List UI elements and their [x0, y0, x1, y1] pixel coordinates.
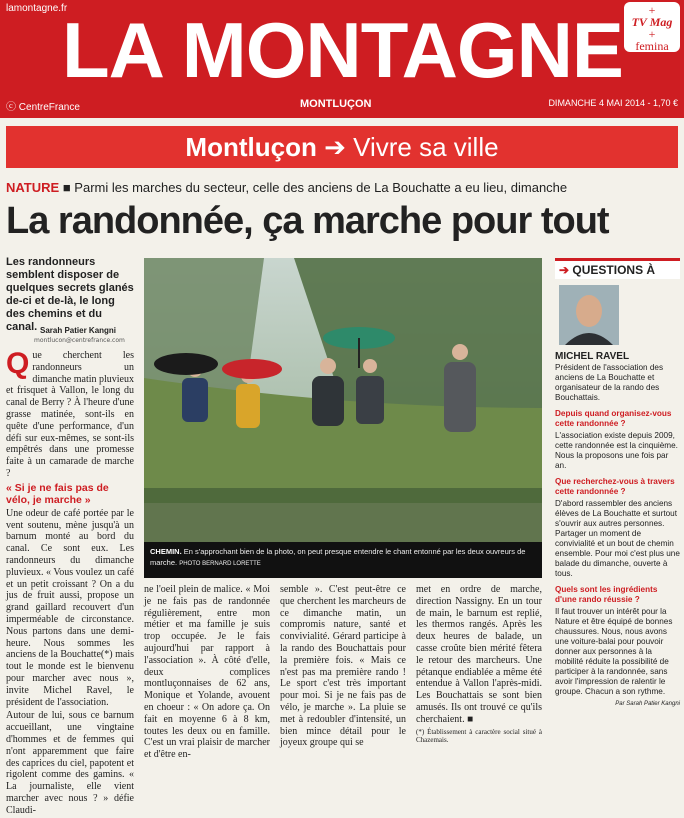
kicker	[6, 180, 567, 195]
kicker-label: NATURE	[6, 180, 60, 195]
question-2: Que recherchez-vous à travers cette randonnée ?	[555, 477, 675, 496]
banner-arrow-icon: ➔	[324, 132, 346, 162]
edition-city: MONTLUÇON	[300, 98, 372, 110]
article-photo	[144, 258, 542, 578]
col1-subhead: « Si je ne fais pas de vélo, je marche »	[6, 481, 109, 506]
questions-box	[555, 258, 680, 724]
masthead	[0, 0, 684, 118]
question-1: Depuis quand organisez-vous cette randonnée ?	[555, 409, 672, 428]
col1-paragraph-3: Autour de lui, sous ce barnum accueillant, une vingtaine d'hommes et de femmes qui n'ont apparemment que faire des caprices du ciel, papotent et rigolent comme des gamins. « La journaliste, elle vient marcher avec nous ? » défie Claudi-	[6, 710, 134, 816]
publisher-group-label: CentreFrance	[18, 102, 80, 113]
footnote: (*) Établissement à caractère social situé à Chazemais.	[416, 727, 542, 744]
photo-caption	[144, 542, 542, 578]
col4-text: met en ordre de marche, direction Nassigny. En un tour de main, le barnum est replié, les thermos rangés. Après les deux heures de balade, un casse croûte bien mérité fêtera le retour des marcheurs. Une pétanque endiablée a même été entendue à Vallon l'après-midi. Les Bouchattais se sont bien amusés. Ils ont trouvé ce qu'ils cherchaient. ■	[416, 584, 542, 725]
portrait-photo	[559, 285, 619, 345]
supplement-plus-2: +	[648, 27, 656, 41]
interviewee-name: MICHEL RAVEL	[555, 351, 630, 362]
author: Sarah Patier Kangni	[40, 326, 117, 335]
section-banner	[6, 126, 678, 168]
banner-section: Vivre sa ville	[353, 132, 499, 162]
supplement-badge	[624, 2, 680, 52]
article-column-1	[6, 347, 134, 818]
supplement-femina: femina	[635, 39, 669, 53]
article-column-4	[416, 584, 542, 746]
chapo: Les randonneurs semblent disposer de quelques secrets glanés de-ci et de-là, le long des chemins et du canal.	[6, 256, 134, 333]
questions-header-label: QUESTIONS À	[572, 263, 656, 277]
issue-date: DIMANCHE 4 MAI 2014 - 1,70 €	[548, 98, 678, 108]
supplement-plus-1: +	[648, 3, 656, 17]
headline: La randonnée, ça marche pour tout	[6, 200, 609, 242]
banner-city: Montluçon	[185, 132, 317, 162]
photo-credit: PHOTO BERNARD LORETTE	[179, 561, 261, 567]
box-signature: Par Sarah Patier Kangni	[615, 701, 680, 707]
centre-france-icon: ⓒ	[6, 102, 16, 113]
interviewee-bio: Président de l'association des anciens de La Bouchatte et organisateur de la rando des Bouchattais.	[555, 363, 664, 402]
answer-2: D'abord rassembler des anciens élèves de La Bouchatte et surtout s'ouvrir aux autres personnes. Partager un moment de convivialité et un bout de chemin ensemble. Pour moi c'est plus une balade du dimanche, ouverte à tous.	[555, 499, 680, 578]
newspaper-title: LA MONTAGNE	[62, 6, 623, 94]
question-3: Quels sont les ingrédients d'une rando réussie ?	[555, 585, 658, 604]
article-column-2	[144, 584, 270, 763]
col1-paragraph-1: ue cherchent les randonneurs un dimanche matin pluvieux et frisquet à Vallon, le long du canal de Berry ? À l'heure d'une grasse matinée, sont-ils en quête d'une performance, d'un défi sur eux-mêmes, se sont-ils empêtrés dans une promesse faite à un camarade de marche ?	[6, 350, 134, 479]
site-url: lamontagne.fr	[6, 3, 68, 14]
caption-label: CHEMIN.	[150, 547, 182, 556]
publisher-group	[6, 98, 80, 113]
article-column-3	[280, 584, 406, 751]
answer-1: L'association existe depuis 2009, cette randonnée est la cinquième. Nous la proposons une fois par an.	[555, 431, 678, 470]
walkers-photo-illustration	[144, 258, 542, 578]
questions-arrow-icon: ➔	[559, 263, 570, 277]
dropcap: Q	[6, 347, 30, 380]
author-email: montlucon@centrefrance.com	[34, 337, 125, 344]
col1-paragraph-2: Une odeur de café portée par le vent soutenu, mène jusqu'à un barnum monté au bord du canal. Ce sont eux. Les randonneurs du dimanche pluvieux. « Vous voulez un café et un petit croissant ? On a du jus de fruit aussi, propose un grand gaillard recouvert d'un imperméable de circonstance. Nous partons dans une demi-heure. Nous sommes les anciens de la Bouchatte(*) mais tout le monde est le bienvenu pour marcher avec nous », invite Michel Ravel, le président de l'association.	[6, 507, 134, 708]
questions-header	[555, 258, 680, 279]
col3-text: semble ». C'est peut-être ce que cherchent les marcheurs de ce dimanche matin, un compromis nature, santé et convivialité. Gérard participe à la rando des Bouchattais pour la première fois. « Mais ce n'est pas ma première rando ! Le sport c'est très important pour moi. Si je ne fais pas de vélo, je marche ». La pluie se met à redoubler d'intensité, un bien mince détail pour le joyeux groupe qui se	[280, 584, 406, 749]
col2-text: ne l'oeil plein de malice. « Moi je ne fais pas de randonnée régulièrement, entre mon métier et ma famille je suis trop occupée. Je le fais aujourd'hui par rapport à l'association ». À côté d'elle, deux complices montluçonnaises de 62 ans, Monique et Yolande, avouent en choeur : « On adore ça. On fait en moyenne 6 à 8 km, toutes les deux ou en famille. C'est un vrai plaisir de marcher et d'être en-	[144, 584, 270, 761]
caption-text: En s'approchant bien de la photo, on peut presque entendre le chant entonné par les deux ouvreurs de marche.	[150, 547, 526, 567]
kicker-text: ■ Parmi les marches du secteur, celle des anciens de La Bouchatte a eu lieu, dimanche	[62, 180, 568, 195]
supplement-tvmag: TV Mag	[631, 15, 673, 29]
answer-3: Il faut trouver un intérêt pour la Nature et être équipé de bonnes chaussures. Nous, nous avons une voiture-balai pour pouvoir donner aux personnes à la mobilité réduite la possibilité de participer à la randonnée, sans avoir l'impression de ralentir le groupe. Chacun a son rythme.	[555, 607, 673, 696]
